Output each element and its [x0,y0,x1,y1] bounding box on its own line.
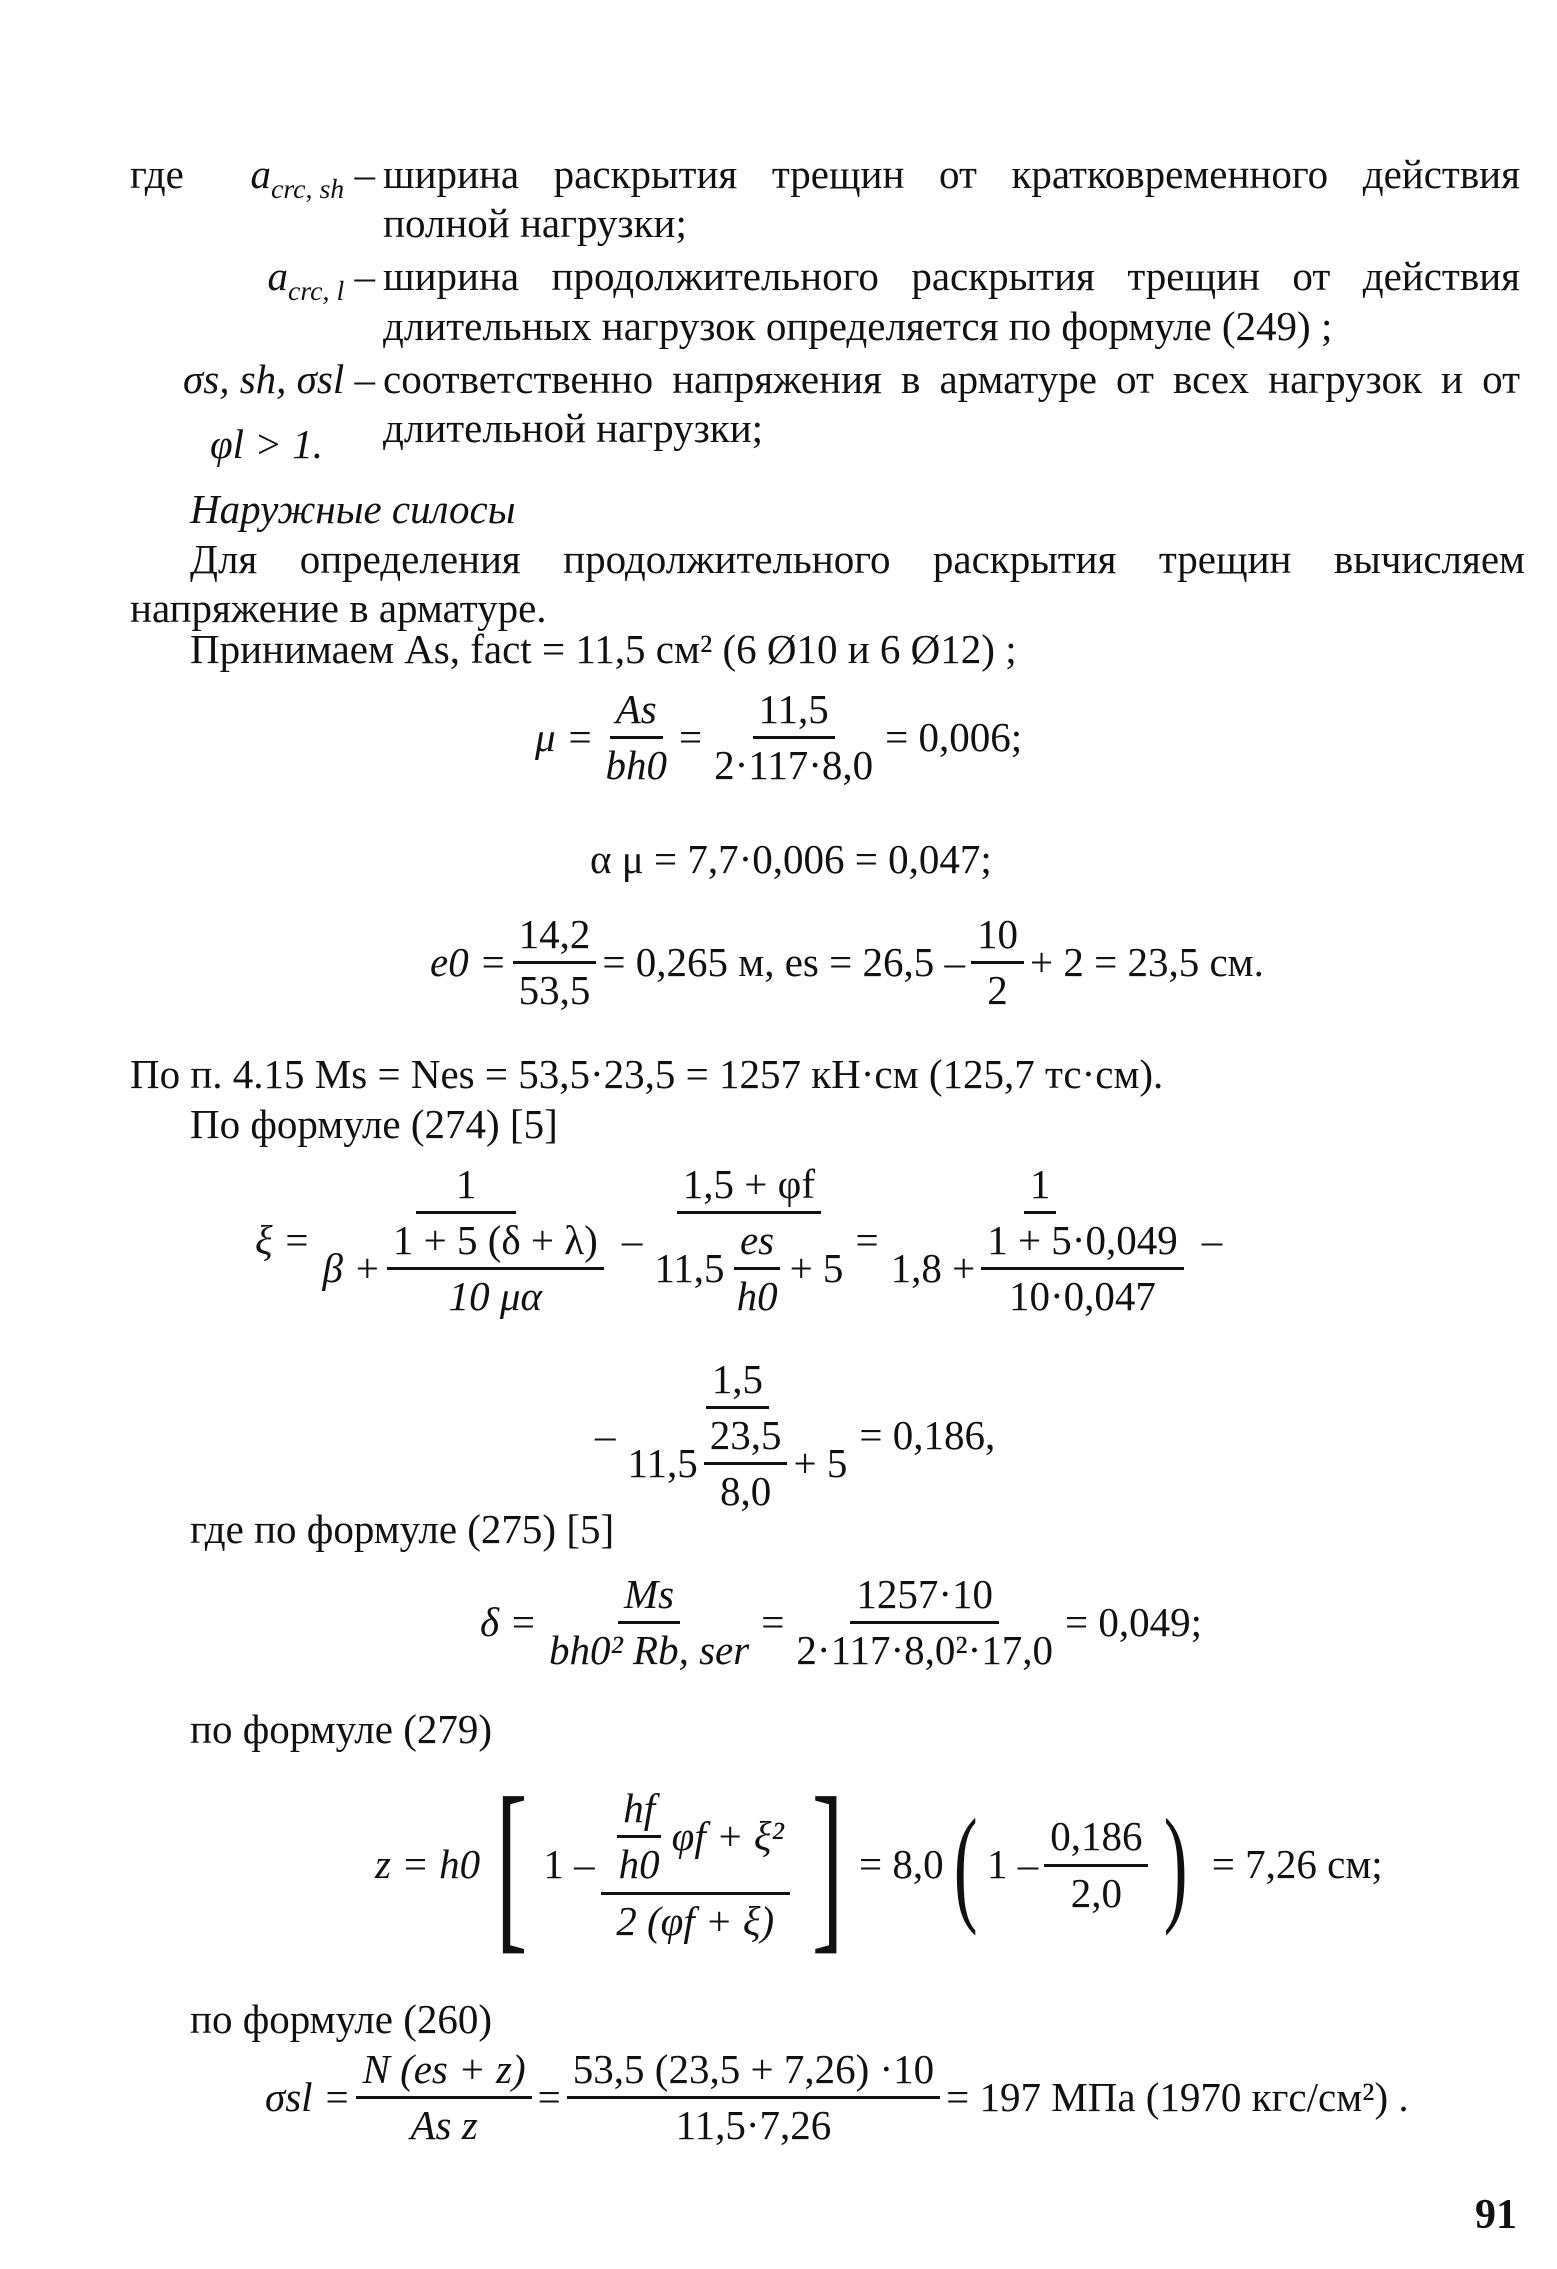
fraction [981,1216,1184,1321]
denominator: bh0² Rb, ser [548,1627,750,1674]
formula-279-ref: по формуле (279) [190,1706,492,1752]
denominator: 2 [987,967,1008,1014]
e0-lhs: e0 = [430,939,507,986]
definition-row [130,355,1520,453]
denominator: As z [410,2102,478,2149]
definition-desc: соответственно напряжения в арматуре от всех нагрузок и от длительной нагрузки; [383,355,1520,451]
numerator: es [734,1216,780,1270]
e0-equation [430,910,1264,1015]
denominator-part: + 5 [789,1245,844,1292]
right-bracket-icon: ] [811,1760,844,1970]
numerator: 1257·10 [850,1570,999,1624]
section-title: Наружные силосы [190,486,516,532]
fraction [543,1570,755,1675]
definition-term [130,150,383,248]
fraction [387,1216,604,1321]
mu-result: = 0,006; [885,714,1023,761]
denominator: 53,5 [518,967,591,1014]
term-symbol: σs, sh, σsl [183,355,345,402]
fraction [885,1160,1196,1322]
numerator: N (es + z) [356,2045,531,2099]
sigma-lhs: σsl = [265,2074,351,2121]
denominator [885,1214,1196,1321]
numerator: 10 [971,910,1024,964]
denominator-part: + 5 [793,1440,848,1487]
term-subscript: crc, l [288,276,345,308]
denominator-part: β + [322,1245,381,1292]
fraction [648,1160,849,1322]
term-dash: – [354,355,375,402]
z-mid: = 8,0 [859,1841,944,1888]
xi-equation-cont: – 1,5 11,5 $\frac{23,5}{8,0}$ + 5 = 0,186, [595,1355,995,1517]
xi-equation: ξ = 1 β + $\frac{1 + 5 (\delta + \lambda)}{10 \mu\alpha}$ – 1,5 + φf 11,5 $\frac{es}{h0}$ + 5 = 1 1,8 + $\frac{1 + 5\cdot 0,049}{10\cdot 0,047}$ – [255,1160,1222,1322]
denominator: 2 (φf + ξ) [616,1897,775,1944]
z-one: 1 – [543,1841,595,1888]
delta-result: = 0,049; [1065,1599,1203,1646]
definition-row [130,150,1520,248]
xi-lhs: ξ = [255,1217,311,1264]
definition-desc: ширина раскрытия трещин от кратковременного действия полной нагрузки; [383,151,1520,247]
alpha-mu-line: α μ = 7,7·0,006 = 0,047; [590,836,992,882]
fraction [316,1160,615,1322]
numerator [601,1784,790,1894]
denominator: 10·0,047 [1009,1273,1156,1320]
page-number: 91 [1475,2192,1517,2238]
delta-equation: δ = $\frac{Ms}{\text{bh0² Rb, ser}}$ = $\frac{1257\cdot 10}{\text{2·117·8,0²·17,0}}$ = 0,049; [480,1570,1202,1675]
term-dash: – [354,253,375,300]
denominator: 8,0 [719,1468,772,1515]
fraction [513,910,597,1015]
fraction [790,1570,1059,1675]
definitions-list [130,150,1520,453]
denominator: 10 μα [448,1273,542,1320]
denominator: bh0 [605,742,667,789]
fraction [622,1355,854,1517]
formula-260-ref: по формуле (260) [190,1996,492,2042]
formula-275-ref: где по формуле (275) [5] [190,1506,615,1552]
denominator [622,1409,854,1516]
numerator: Ms [618,1570,680,1624]
left-bracket-icon: [ [495,1760,528,1970]
numerator: 0,186 [1044,1812,1148,1866]
numerator: 1 + 5·0,049 [981,1216,1184,1270]
definition-term [130,252,383,350]
mu-equation: μ = $\frac{As}{bh0}$ = $\frac{11,5}{2\cdot 117\cdot 8,0}$ = 0,006; [535,685,1022,790]
formula-274-ref: По формуле (274) [5] [190,1101,558,1147]
denominator-part: 11,5 [627,1440,698,1487]
fraction [1044,1812,1148,1917]
fraction [356,2045,531,2150]
denominator: 11,5·7,26 [675,2102,832,2149]
numerator: As [610,685,663,739]
sigma-equation: σsl = $\frac{N (es + z)}{\text{As z}}$ = $\frac{53,5 (23,5 + 7,26) \cdot 10}{11,5\cdot 7,26}$ = 197 МПа (1970 кгс/см²) . [265,2045,1409,2150]
fraction [600,685,674,790]
term-dash: – [354,151,375,197]
numerator: 1,5 + φf [677,1160,821,1214]
intro-paragraph: Для определения продолжительного раскрытия трещин вычисляем напряжение в арматуре. [130,536,1525,632]
phi-condition: φl > 1. [210,421,323,467]
fraction [971,910,1024,1015]
mu-lhs: μ = [535,714,594,761]
denominator [648,1214,849,1321]
numerator: 11,5 [753,685,835,739]
numerator: hf [617,1784,661,1838]
numerator: 1 [416,1160,517,1214]
numerator: 53,5 (23,5 + 7,26) ·10 [567,2045,940,2099]
denominator: h0 [618,1841,660,1888]
numerator: 23,5 [704,1411,788,1465]
fraction [731,1216,784,1321]
definition-row [130,252,1520,350]
denominator: 2·117·8,0 [714,742,874,789]
term-symbol: a [250,151,271,197]
denominator-part: 11,5 [654,1245,725,1292]
sigma-result: = 197 МПа (1970 кгс/см²) . [946,2074,1409,2121]
numerator-tail: φf + ξ² [671,1813,784,1860]
denominator [316,1214,615,1321]
z-equation [375,1760,1383,1970]
definition-lead: где [130,151,184,197]
e0-mid: = 0,265 м, es = 26,5 – [602,939,965,986]
denominator: 2·117·8,0²·17,0 [796,1627,1054,1674]
fraction [704,1411,788,1516]
z-result: = 7,26 см; [1211,1841,1383,1888]
ms-line: По п. 4.15 Ms = Nes = 53,5·23,5 = 1257 кН·см (125,7 тс·см). [130,1051,1164,1097]
equals: = [855,1217,879,1264]
term-subscript: crc, sh [270,173,345,205]
left-paren-icon: ( [953,1793,978,1937]
numerator: 1 [1024,1160,1057,1214]
xi-result: = 0,186, [859,1412,996,1459]
z-paren-one: 1 – [986,1841,1039,1888]
accept-line: Принимаем As, fact = 11,5 см² (6 Ø10 и 6 Ø12) ; [190,626,1017,672]
right-paren-icon: ) [1164,1793,1189,1937]
numerator: 1,5 [706,1355,769,1409]
fraction [708,685,879,790]
fraction [601,1784,790,1946]
term-symbol: a [267,253,288,300]
delta-lhs: δ = [480,1599,537,1646]
denominator: 2,0 [1070,1869,1122,1916]
e0-tail: + 2 = 23,5 см. [1029,939,1264,986]
numerator: 1 + 5 (δ + λ) [387,1216,604,1270]
definition-desc: ширина продолжительного раскрытия трещин от действия длительных нагрузок определяется по формуле (249) ; [383,253,1520,349]
z-lhs: z = h0 [375,1841,481,1888]
numerator: 14,2 [513,910,597,964]
fraction [613,1784,666,1889]
fraction [567,2045,940,2150]
denominator: h0 [736,1273,778,1320]
denominator-part: 1,8 + [890,1245,976,1292]
